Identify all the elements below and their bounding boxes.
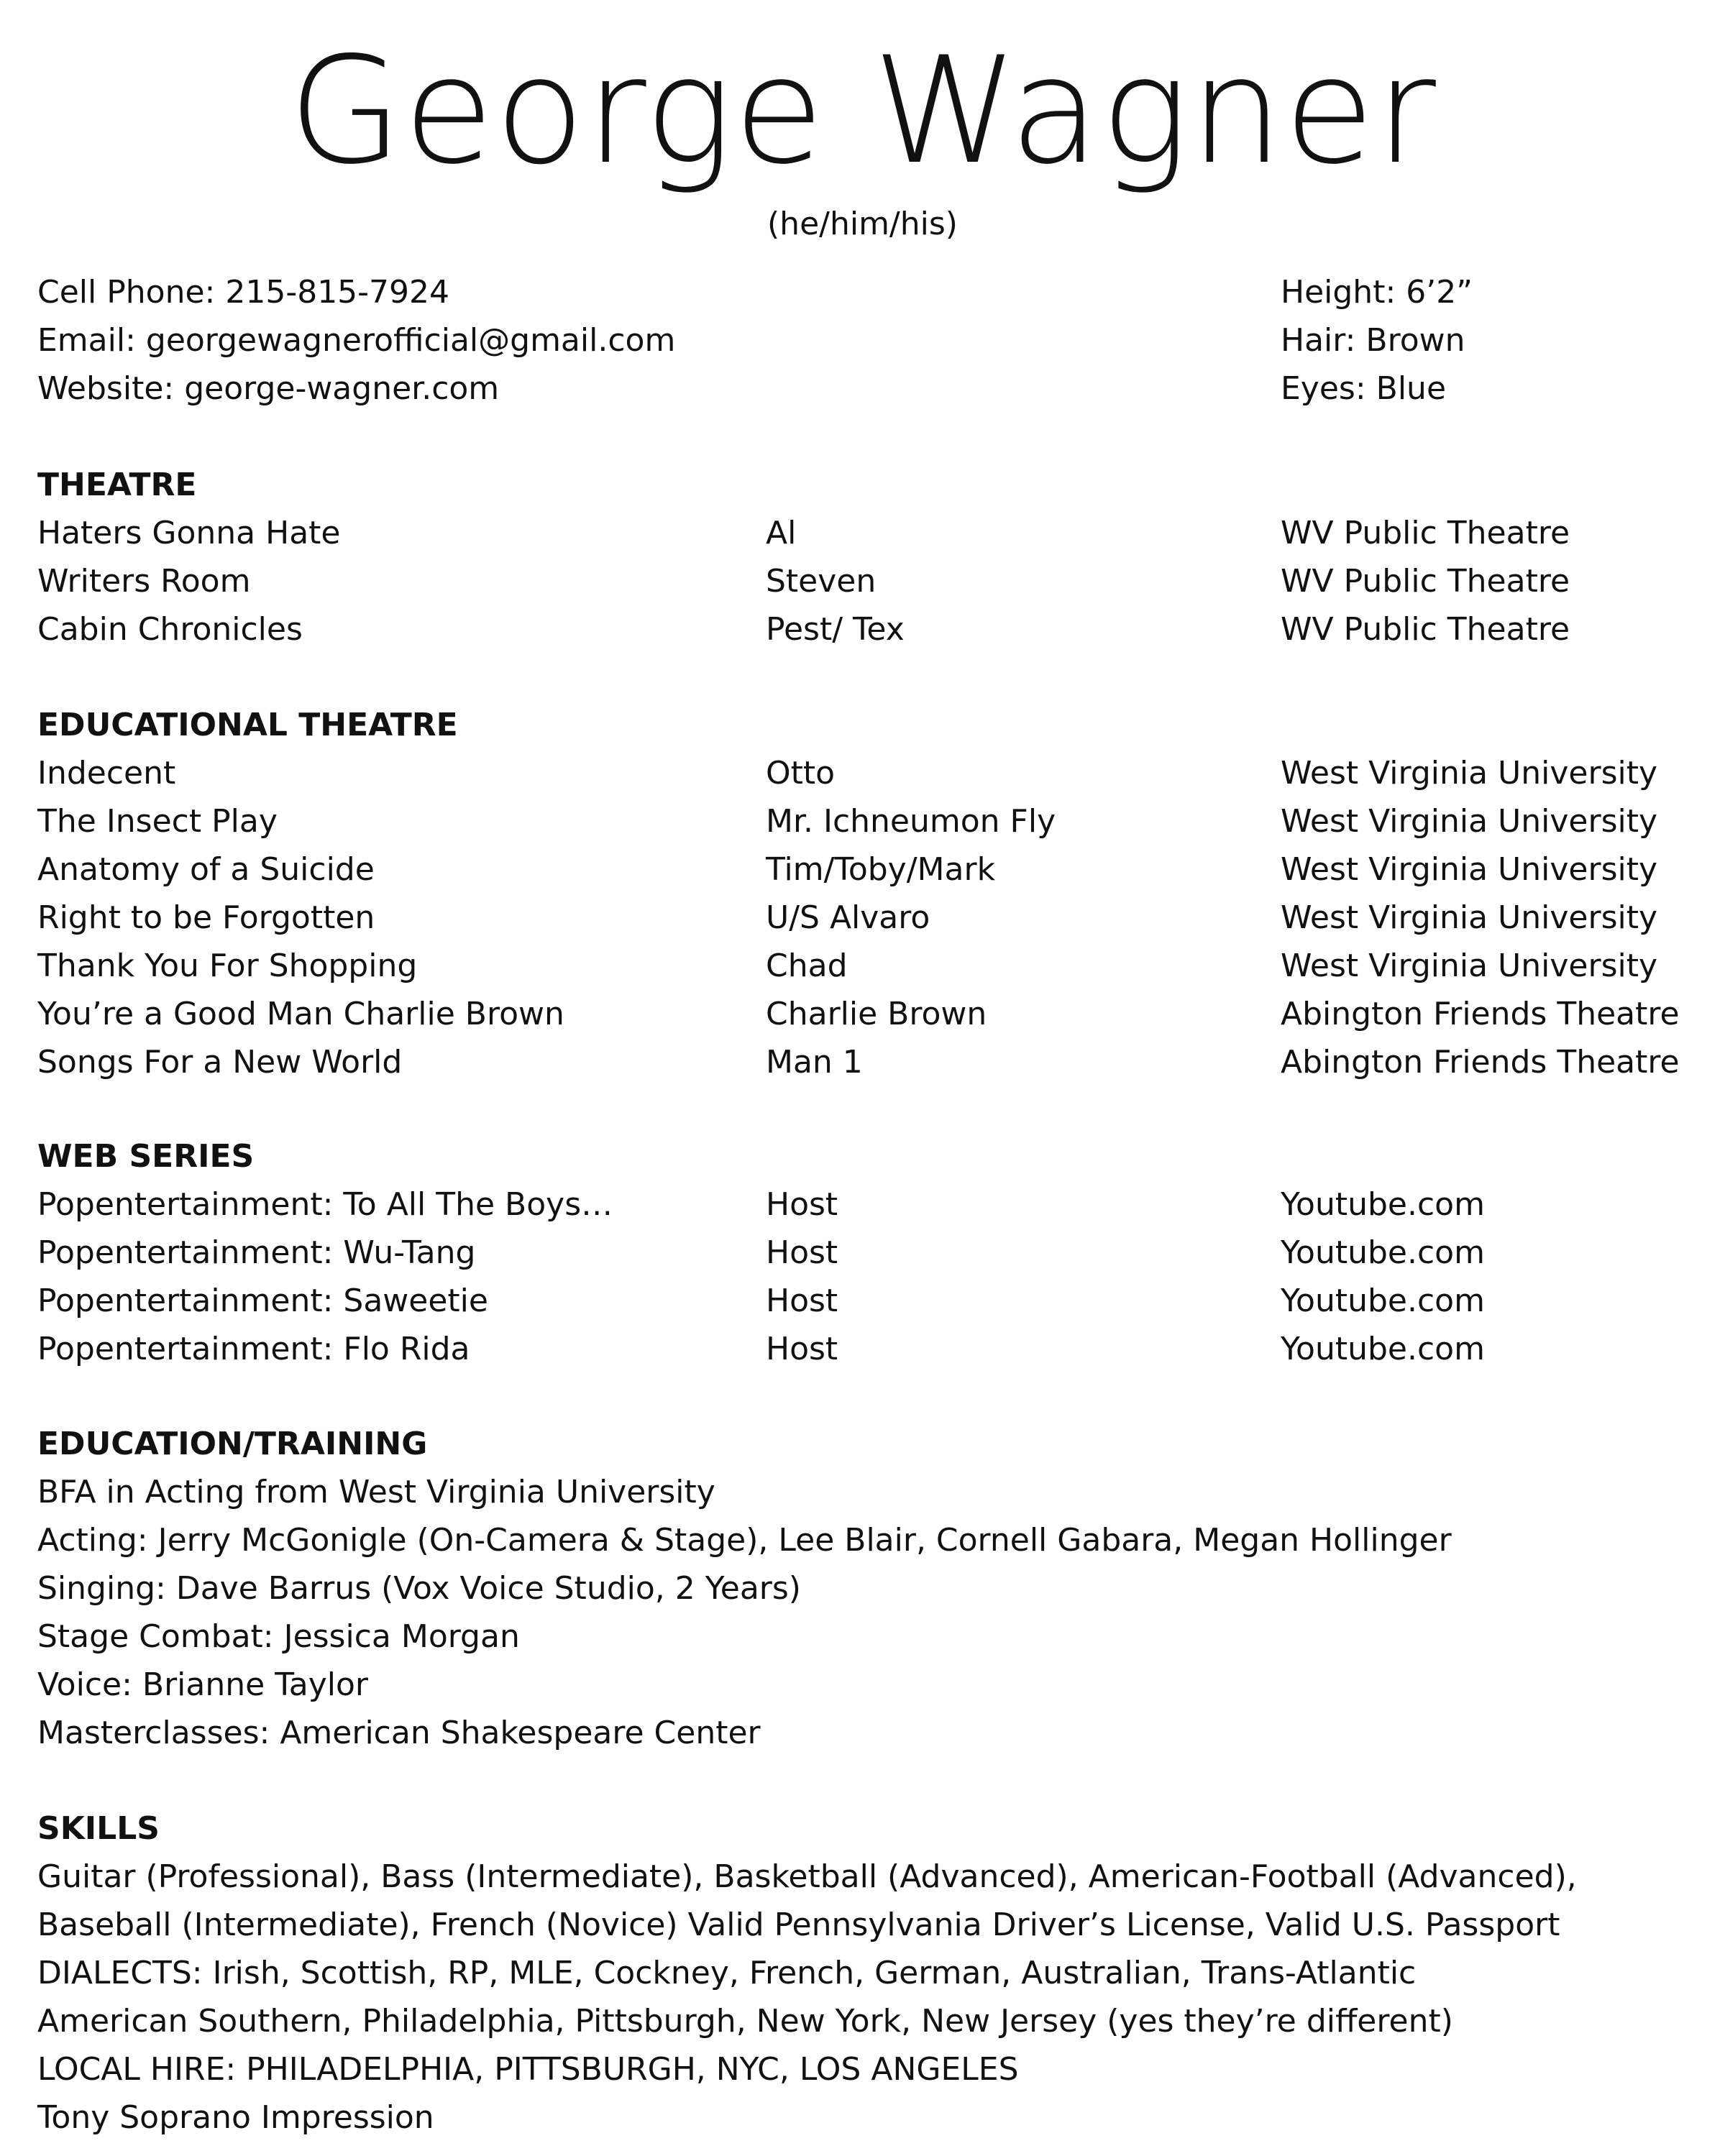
skills-section <box>37 1804 1706 2142</box>
credit-row <box>37 605 1706 653</box>
skills-line: Tony Soprano Impression <box>37 2099 434 2136</box>
show-title: Popentertainment: To All The Boys… <box>37 1186 613 1223</box>
venue: Youtube.com <box>1281 1234 1485 1271</box>
venue: Abington Friends Theatre <box>1281 1044 1680 1081</box>
email: Email: georgewagnerofficial@gmail.com <box>37 322 676 359</box>
show-title: Writers Room <box>37 563 251 600</box>
role: Host <box>766 1331 838 1367</box>
show-title: Popentertainment: Saweetie <box>37 1283 488 1319</box>
show-title: Indecent <box>37 755 176 792</box>
role: Steven <box>766 563 877 600</box>
show-title: Cabin Chronicles <box>37 611 303 648</box>
venue: WV Public Theatre <box>1281 611 1570 648</box>
eyes: Eyes: Blue <box>1281 370 1447 407</box>
education-line: Acting: Jerry McGonigle (On-Camera & Stage), Lee Blair, Cornell Gabara, Megan Hollinger <box>37 1522 1452 1559</box>
section-title: EDUCATIONAL THEATRE <box>37 707 458 743</box>
venue: West Virginia University <box>1281 755 1658 792</box>
credit-row <box>37 749 1706 797</box>
show-title: Popentertainment: Flo Rida <box>37 1331 470 1367</box>
pronouns: (he/him/his) <box>767 206 958 242</box>
role: Al <box>766 515 797 551</box>
show-title: Thank You For Shopping <box>37 948 418 984</box>
section-title: WEB SERIES <box>37 1138 255 1175</box>
show-title: Songs For a New World <box>37 1044 403 1081</box>
education-line: Stage Combat: Jessica Morgan <box>37 1618 520 1655</box>
venue: West Virginia University <box>1281 851 1658 888</box>
show-title: Haters Gonna Hate <box>37 515 341 551</box>
credit-row <box>37 557 1706 605</box>
role: Host <box>766 1234 838 1271</box>
role: Charlie Brown <box>766 996 987 1032</box>
role: Chad <box>766 948 848 984</box>
credit-row <box>37 1325 1706 1373</box>
venue: Youtube.com <box>1281 1331 1485 1367</box>
credit-row <box>37 1229 1706 1277</box>
skills-line: Guitar (Professional), Bass (Intermediate), Basketball (Advanced), American-Football (Advanced), <box>37 1858 1577 1895</box>
role: Host <box>766 1283 838 1319</box>
height: Height: 6’2” <box>1281 274 1473 311</box>
theatre-section <box>37 461 1706 653</box>
skills-line: Baseball (Intermediate), French (Novice) Valid Pennsylvania Driver’s License, Valid U.S. Passport <box>37 1907 1560 1943</box>
education-line: Masterclasses: American Shakespeare Center <box>37 1715 761 1751</box>
credit-row <box>37 797 1706 845</box>
education-line: BFA in Acting from West Virginia University <box>37 1474 715 1510</box>
hair: Hair: Brown <box>1281 322 1465 359</box>
venue: WV Public Theatre <box>1281 563 1570 600</box>
venue: Youtube.com <box>1281 1186 1485 1223</box>
cell-phone: Cell Phone: 215-815-7924 <box>37 274 450 311</box>
skills-line: DIALECTS: Irish, Scottish, RP, MLE, Cockney, French, German, Australian, Trans-Atlantic <box>37 1955 1417 1991</box>
venue: Youtube.com <box>1281 1283 1485 1319</box>
role: U/S Alvaro <box>766 899 930 936</box>
credit-row <box>37 1038 1706 1086</box>
venue: Abington Friends Theatre <box>1281 996 1680 1032</box>
credit-row <box>37 942 1706 990</box>
credit-row <box>37 1180 1706 1229</box>
credit-row <box>37 1277 1706 1325</box>
show-title: The Insect Play <box>37 803 278 840</box>
show-title: Anatomy of a Suicide <box>37 851 375 888</box>
section-title: SKILLS <box>37 1810 160 1847</box>
credit-row <box>37 990 1706 1038</box>
credit-row <box>37 845 1706 894</box>
role: Mr. Ichneumon Fly <box>766 803 1056 840</box>
role: Tim/Toby/Mark <box>766 851 996 888</box>
venue: West Virginia University <box>1281 803 1658 840</box>
education-section <box>37 1420 1706 1757</box>
venue: West Virginia University <box>1281 899 1658 936</box>
role: Host <box>766 1186 838 1223</box>
website: Website: george-wagner.com <box>37 370 500 407</box>
skills-line: LOCAL HIRE: PHILADELPHIA, PITTSBURGH, NYC, LOS ANGELES <box>37 2051 1019 2088</box>
role: Pest/ Tex <box>766 611 905 648</box>
education-line: Singing: Dave Barrus (Vox Voice Studio, 2 Years) <box>37 1570 801 1607</box>
show-title: Popentertainment: Wu-Tang <box>37 1234 476 1271</box>
web-series-section <box>37 1132 1706 1373</box>
show-title: Right to be Forgotten <box>37 899 375 936</box>
role: Man 1 <box>766 1044 863 1081</box>
educational-theatre-section <box>37 701 1706 1086</box>
credit-row <box>37 894 1706 942</box>
venue: West Virginia University <box>1281 948 1658 984</box>
resume-name: George Wagner <box>288 26 1437 197</box>
section-title: EDUCATION/TRAINING <box>37 1426 428 1462</box>
venue: WV Public Theatre <box>1281 515 1570 551</box>
physical-stats <box>1281 268 1473 413</box>
education-line: Voice: Brianne Taylor <box>37 1666 369 1703</box>
contact-info <box>37 268 675 413</box>
credit-row <box>37 509 1706 557</box>
section-title: THEATRE <box>37 467 197 503</box>
show-title: You’re a Good Man Charlie Brown <box>37 996 564 1032</box>
skills-line: American Southern, Philadelphia, Pittsburgh, New York, New Jersey (yes they’re different) <box>37 2003 1453 2040</box>
role: Otto <box>766 755 836 792</box>
